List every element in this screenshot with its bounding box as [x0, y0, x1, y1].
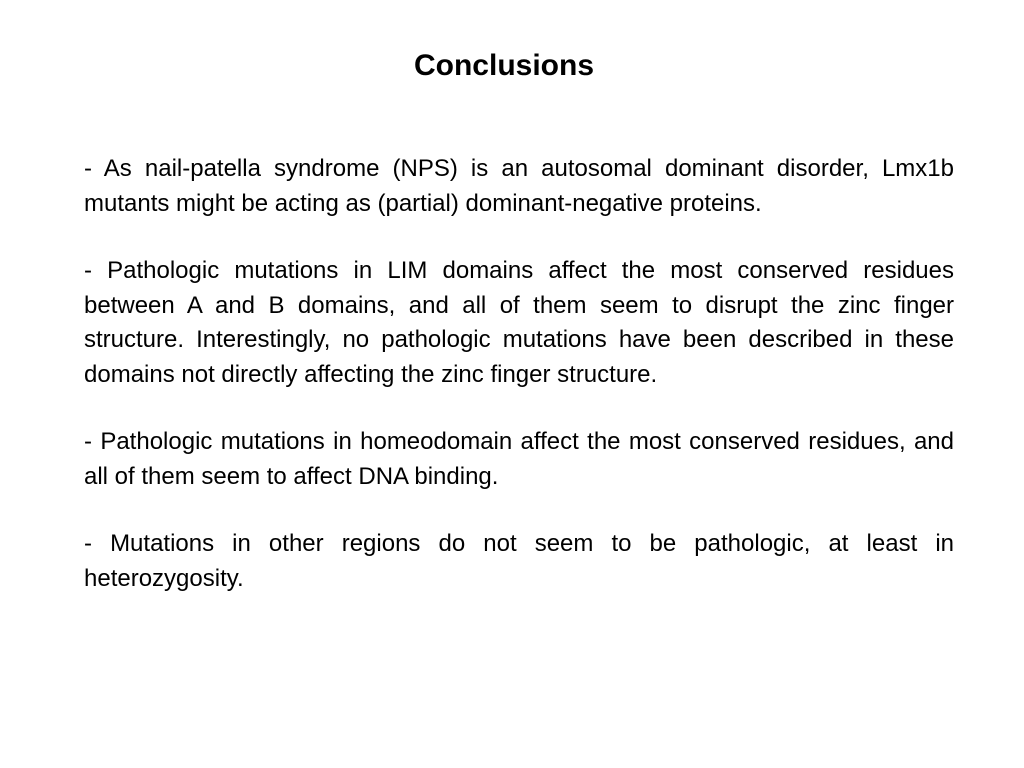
slide-title: Conclusions [413, 49, 594, 82]
conclusion-paragraph-nps: - As nail-patella syndrome (NPS) is an autosomal dominant disorder, Lmx1b mutants might be acting as (partial) dominant-negative proteins. [84, 155, 954, 217]
conclusion-paragraph-lim-domains: - Pathologic mutations in LIM domains affect the most conserved residues between A and B domains, and all of them seem to disrupt the zinc finger structure. Interestingly, no pathologic mutations have been described in these domains not directly affecting the zinc finger structure. [84, 257, 954, 388]
conclusion-paragraph-other-regions: - Mutations in other regions do not seem to be pathologic, at least in heterozygosity. [84, 530, 954, 592]
conclusion-paragraph-homeodomain: - Pathologic mutations in homeodomain affect the most conserved residues, and all of them seem to affect DNA binding. [84, 428, 954, 490]
slide-body [84, 152, 954, 596]
